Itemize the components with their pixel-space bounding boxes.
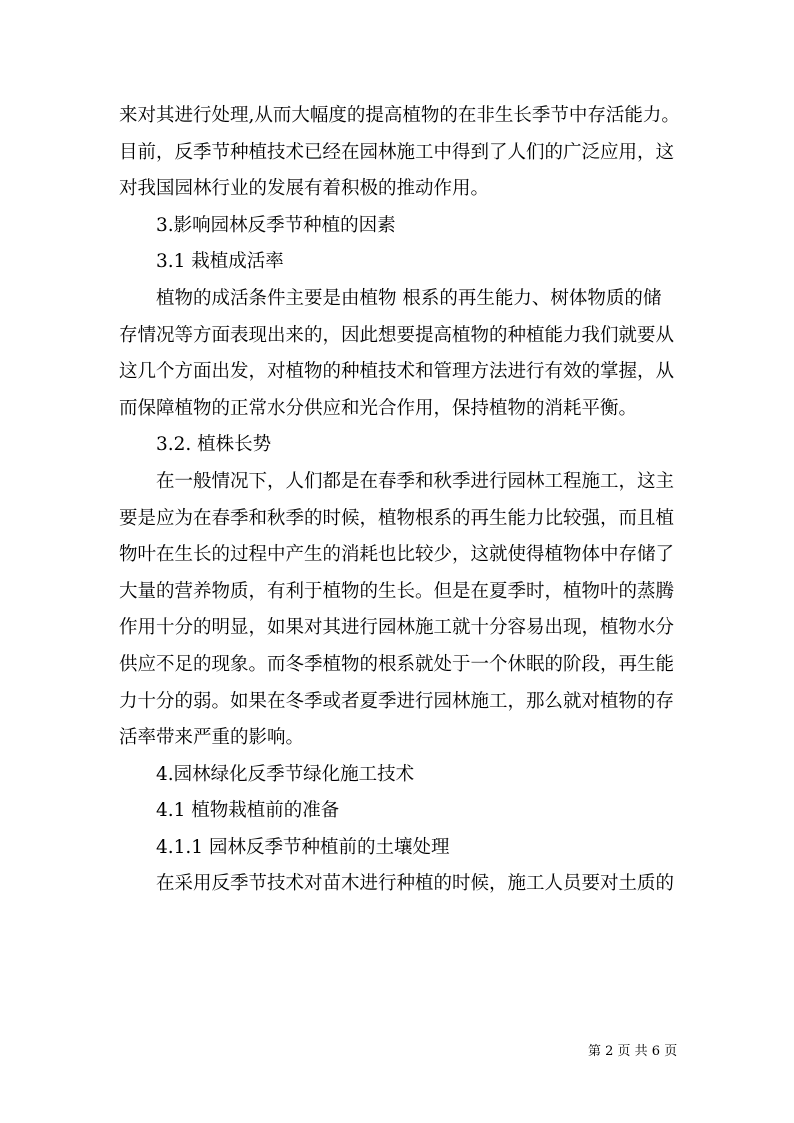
paragraph-start: 植物的成活条件主要是由植物 根系的再生能力、树体物质的储 xyxy=(156,287,662,309)
subsection-heading: 3.2. 植株长势 xyxy=(156,434,272,456)
paragraph-start: 在一般情况下，人们都是在春季和秋季进行园林工程施工，这主 xyxy=(156,470,675,492)
text-line: 供应不足的现象。而冬季植物的根系就处于一个休眠的阶段，再生能 xyxy=(119,653,675,675)
section-heading: 4.园林绿化反季节绿化施工技术 xyxy=(156,763,415,785)
text-line: 物叶在生长的过程中产生的消耗也比较少，这就使得植物体中存储了 xyxy=(119,544,675,566)
section-heading: 3.影响园林反季节种植的因素 xyxy=(156,214,396,236)
text-line: 存情况等方面表现出来的，因此想要提高植物的种植能力我们就要从 xyxy=(119,324,675,346)
text-line: 要是应为在春季和秋季的时候，植物根系的再生能力比较强，而且植 xyxy=(119,507,675,529)
body-text xyxy=(119,98,679,903)
text-line: 对我国园林行业的发展有着积极的推动作用。 xyxy=(119,178,490,200)
subsection-heading: 4.1.1 园林反季节种植前的土壤处理 xyxy=(156,836,450,858)
text-line: 而保障植物的正常水分供应和光合作用，保持植物的消耗平衡。 xyxy=(119,397,638,419)
subsection-heading: 3.1 栽植成活率 xyxy=(156,251,284,273)
subsection-heading: 4.1 植物栽植前的准备 xyxy=(156,800,340,822)
text-line: 作用十分的明显，如果对其进行园林施工就十分容易出现，植物水分 xyxy=(119,617,675,639)
text-line: 活率带来严重的影响。 xyxy=(119,727,305,749)
text-line: 来对其进行处理,从而大幅度的提高植物的在非生长季节中存活能力。 xyxy=(119,105,680,126)
text-line: 力十分的弱。如果在冬季或者夏季进行园林施工，那么就对植物的存 xyxy=(119,690,675,712)
text-line: 大量的营养物质，有利于植物的生长。但是在夏季时，植物叶的蒸腾 xyxy=(119,580,675,602)
text-line: 目前，反季节种植技术已经在园林施工中得到了人们的广泛应用，这 xyxy=(119,141,675,163)
page-number-footer: 第 2 页 共 6 页 xyxy=(588,1044,678,1059)
paragraph-start: 在采用反季节技术对苗木进行种植的时候，施工人员要对土质的 xyxy=(156,873,675,895)
text-line: 这几个方面出发，对植物的种植技术和管理方法进行有效的掌握，从 xyxy=(119,361,675,383)
